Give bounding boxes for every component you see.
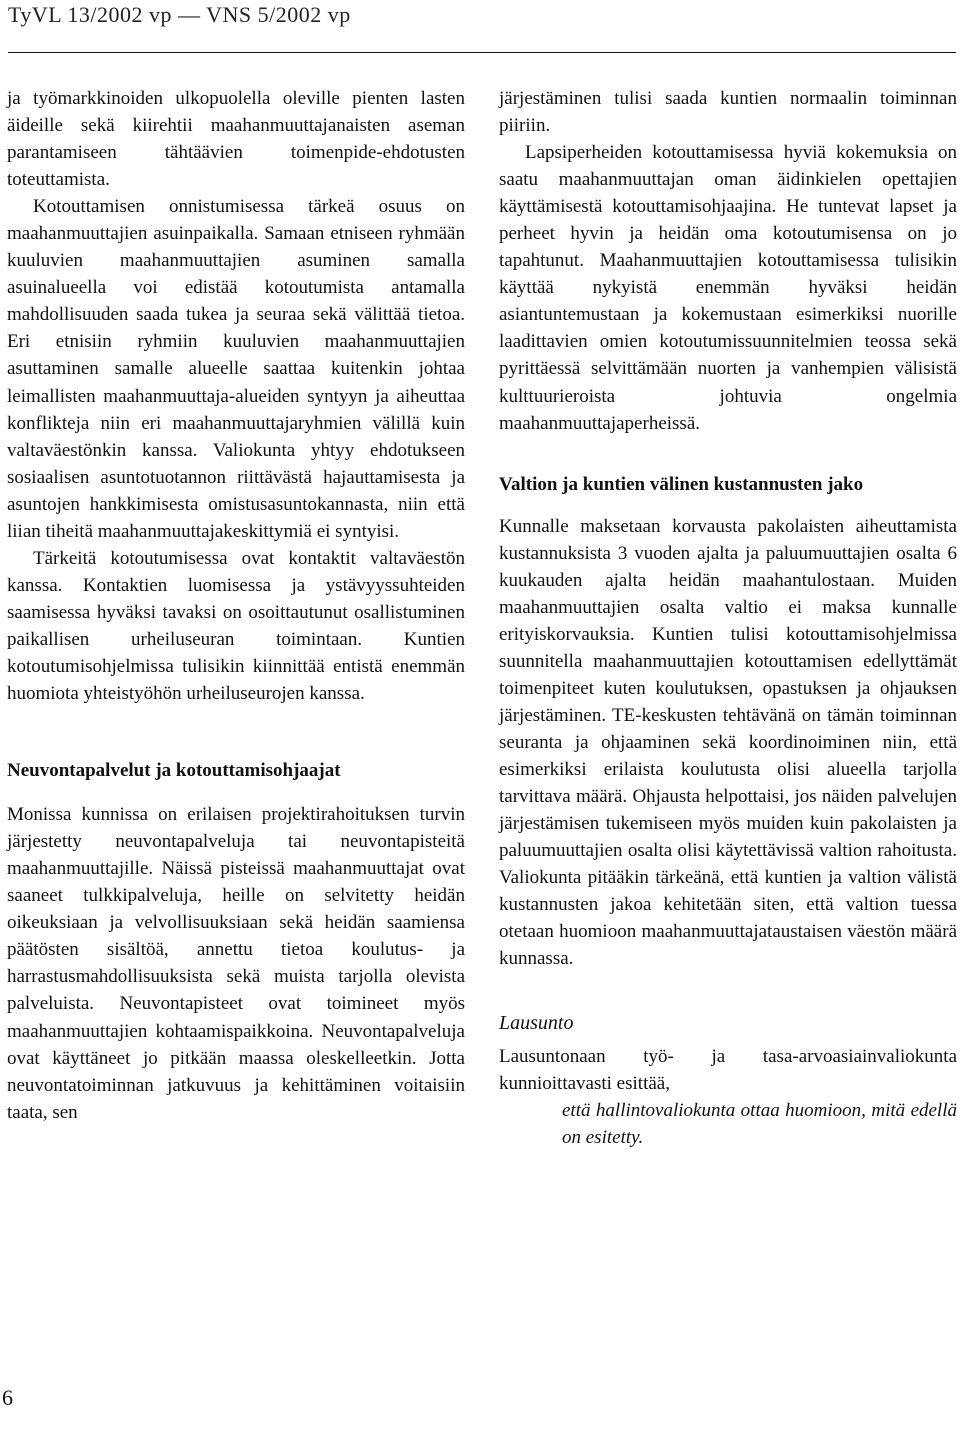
paragraph: Tärkeitä kotoutumisessa ovat kontaktit valtaväestön kanssa. Kontaktien luomisessa ja ystävyyssuhteiden saamisessa hyväksi tavaksi on osoittautunut osallistuminen paikallisen urheiluseuran toimintaan. Kuntien kotoutumisohjelmissa tulisikin kiinnittää entistä enemmän huomiota yhteistyöhön urheiluseurojen kanssa. xyxy=(7,547,465,705)
lausunto-heading: Lausunto xyxy=(499,1012,574,1035)
paragraph: Kunnalle maksetaan korvausta pakolaisten aiheuttamista kustannuksista 3 vuoden ajalta ja paluumuuttajien osalta 6 kuukauden ajalta heidän maahantulostaan. Muiden maahanmuuttajien osalta valtio ei maksa kunnalle erityiskorvauksia. Kuntien tulisi kotouttamisohjelmissa suunnitella maahanmuuttajien kotouttamisen edellyttämät toimenpiteet kuten koulutuksen, opastuksen ja ohjauksen järjestäminen. TE-keskusten tehtävänä on tämän toiminnan seuranta ja ohjaaminen sekä koordinoiminen niin, että esimerkiksi erilaista koulutusta olisi alueella tarjolla tarvittava määrä. Ohjausta helpottaisi, jos näiden palvelujen järjestämisen tukemiseen myös muiden kuin pakolaisten ja paluumuuttajien osalta olisi käytettävissä valtion rahoitusta. Valiokunta pitääkin tärkeänä, että kuntien ja valtion välistä kustannusten jakoa kehitetään siten, että valtion tuessa otetaan huomioon maahanmuuttajataustaisen väestön määrä kunnassa. xyxy=(499,515,957,970)
paragraph: Kotouttamisen onnistumisessa tärkeä osuus on maahanmuuttajien asuinpaikalla. Samaan etniseen ryhmään kuuluvien maahanmuuttajien asuminen samalla asuinalueella voi edistää kotoutumista antamalla mahdollisuuden saada tukea ja seuraa sekä välittää tietoa. Eri etnisiin ryhmiin kuuluvien maahanmuuttajien asuttaminen samalle alueelle saattaa kuitenkin johtaa leimallisten maahanmuuttaja-alueiden syntyyn ja aiheuttaa konflikteja niin eri maahanmuuttajaryhmien välillä kuin valtaväestönkin kanssa. Valiokunta yhtyy ehdotukseen sosiaalisen asuntotuotannon riittävästä hajauttamisesta ja asuntojen hankkimisesta omistusasuntokannasta, niin että liian tiheitä maahanmuuttajakeskittymiä ei syntyisi. xyxy=(7,196,465,542)
left-column xyxy=(7,85,465,1126)
page-number: 6 xyxy=(2,1385,13,1410)
paragraph: ja työmarkkinoiden ulkopuolella oleville pienten lasten äideille sekä kiirehtii maahanmuuttajanaisten aseman parantamiseen tähtäävien toimenpide-ehdotusten toteuttamista. xyxy=(7,88,465,191)
section-heading: Valtion ja kuntien välinen kustannusten jako xyxy=(499,473,864,495)
paragraph: Lapsiperheiden kotouttamisessa hyviä kokemuksia on saatu maahanmuuttajan oman äidinkielen opettajien käyttämisestä kotouttamisohjaajina. He tuntevat lapset ja perheet hyvin ja heidän oma kotoutumisensa on jo tapahtunut. Maahanmuuttajien kotouttamisessa tulisikin käyttää nykyistä enemmän hyväksi heidän asiantuntemustaan ja kokemustaan esimerkiksi nuorille laadittavien omien kotoutumissuunnitelmien teossa sekä pyrittäessä selvittämään nuorten ja vanhempien välisistä kulttuurieroista johtuvia ongelmia maahanmuuttajaperheissä. xyxy=(499,142,957,434)
header-divider xyxy=(8,52,956,53)
lausunto-text: Lausuntonaan työ- ja tasa-arvoasiainvaliokunta kunnioittavasti esittää, xyxy=(499,1045,957,1094)
running-header: TyVL 13/2002 vp — VNS 5/2002 vp xyxy=(8,2,351,27)
statement: että hallintovaliokunta ottaa huomioon, mitä edellä on esitetty. xyxy=(562,1099,957,1148)
right-column xyxy=(499,85,957,1151)
paragraph: järjestäminen tulisi saada kuntien normaalin toiminnan piiriin. xyxy=(499,88,957,137)
paragraph: Monissa kunnissa on erilaisen projektirahoituksen turvin järjestetty neuvontapalveluja tai neuvontapisteitä maahanmuuttajille. Näissä pisteissä maahanmuuttajat ovat saaneet tulkkipalveluja, heille on selvitetty heidän oikeuksiaan ja velvollisuuksiaan sekä heidän saamiensa päätösten sisältöä, annettu tietoa koulutus- ja harrastusmahdollisuuksista sekä muista tarjolla olevista palveluista. Neuvontapisteet ovat toimineet myös maahanmuuttajien kohtaamispaikkoina. Neuvontapalveluja ovat käyttäneet jo pitkään maassa oleskelleetkin. Jotta neuvontatoiminnan jatkuvuus ja kehittäminen voitaisiin taata, sen xyxy=(7,804,465,1123)
section-heading: Neuvontapalvelut ja kotouttamisohjaajat xyxy=(7,760,341,782)
